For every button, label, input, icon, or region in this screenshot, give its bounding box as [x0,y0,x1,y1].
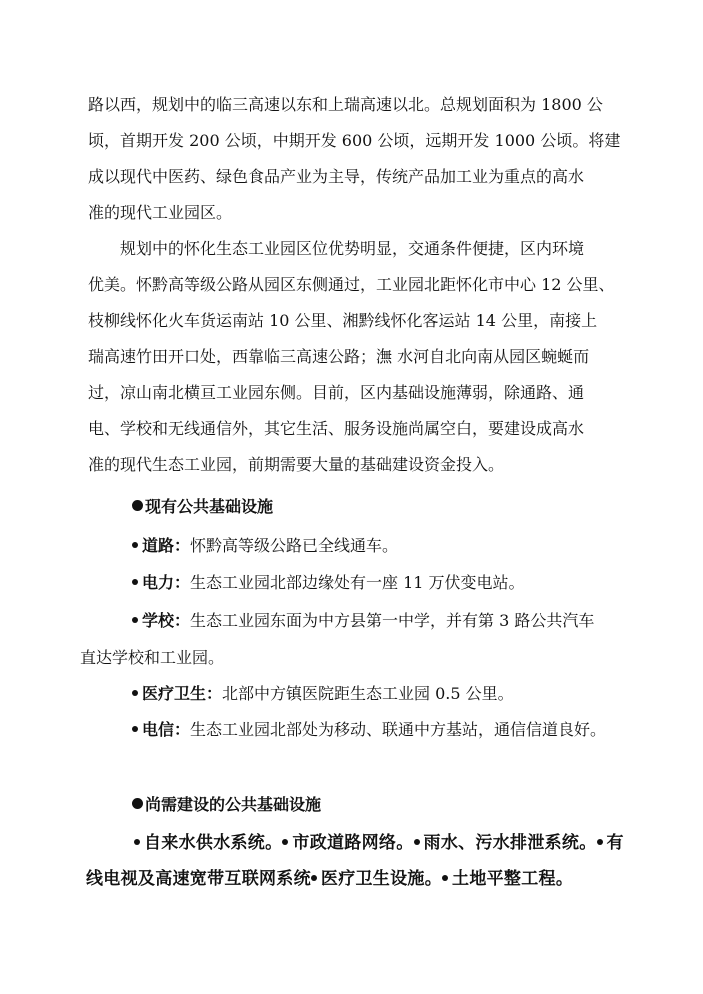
telecom-text: 生态工业园北部处为移动、联通中方基站，通信信道良好。 [190,720,607,739]
existing-medical [132,684,514,704]
para2-line3: 枝柳线怀化火车货运南站 10 公里、湘黔线怀化客运站 14 公里，南接上 [88,311,598,330]
existing-heading [132,497,273,517]
existing-heading-text: 现有公共基础设施 [145,497,274,516]
para1-line1: 路以西，规划中的临三高速以东和上瑞高速以北。总规划面积为 1800 公 [88,95,603,114]
existing-school [132,611,594,631]
para2-line2: 优美。怀黔高等级公路从园区东侧通过，工业园北距怀化市中心 12 公里、 [88,275,615,294]
bullet-icon [132,617,138,623]
bullet-icon [132,690,138,696]
school-label: 学校： [142,611,191,630]
needed-line1 [134,833,624,853]
para2-line1: 规划中的怀化生态工业园区位优势明显，交通条件便捷，区内环境 [120,239,585,258]
bullet-icon [311,875,317,881]
para2-line5: 过，凉山南北横亘工业园东侧。目前，区内基础设施薄弱，除通路、通 [88,383,585,402]
bullet-icon [597,839,603,845]
needed-item6: 土地平整工程。 [452,869,574,889]
power-label: 电力： [142,573,191,592]
needed-item3: 雨水、污水排泄系统。 [423,833,597,853]
bullet-icon [414,839,420,845]
school-text: 生态工业园东面为中方县第一中学，并有第 3 路公共汽车 [190,611,595,630]
para2-line6: 电、学校和无线通信外，其它生活、服务设施尚属空白，要建设成高水 [88,419,585,438]
needed-item2: 市政道路网络。 [292,833,414,853]
needed-item1: 自来水供水系统。 [144,833,283,853]
telecom-label: 电信： [142,720,191,739]
bullet-icon [134,839,140,845]
bullet-icon [132,726,138,732]
bullet-icon [132,542,138,548]
medical-text: 北部中方镇医院距生态工业园 0.5 公里。 [222,684,514,703]
para1-line3: 成以现代中医药、绿色食品产业为主导，传统产品加工业为重点的高水 [88,167,585,186]
road-text: 怀黔高等级公路已全线通车。 [190,536,399,555]
bullet-icon [132,579,138,585]
bullet-icon [442,875,448,881]
power-text: 生态工业园北部边缘处有一座 11 万伏变电站。 [190,573,525,592]
needed-item4-start: 有 [606,833,624,853]
existing-telecom [132,720,606,740]
road-label: 道路： [142,536,191,555]
para1-line2: 顷，首期开发 200 公顷，中期开发 600 公顷，远期开发 1000 公顷。将建 [88,131,621,150]
para2-line4: 瑞高速竹田开口处，西靠临三高速公路；潕 水河自北向南从园区蜿蜒而 [88,347,590,366]
existing-road [132,536,398,556]
para1-line4: 准的现代工业园区。 [88,203,233,222]
para2-line7: 准的现代生态工业园，前期需要大量的基础建设资金投入。 [88,455,505,474]
needed-line2 [86,869,573,889]
bullet-icon [132,500,143,511]
needed-heading [132,795,321,815]
existing-power [132,573,525,593]
medical-label: 医疗卫生： [142,684,223,703]
needed-item4-end: 线电视及高速宽带互联网系统 [86,869,311,889]
bullet-icon [282,839,288,845]
existing-school-cont: 直达学校和工业园。 [80,648,225,667]
needed-heading-text: 尚需建设的公共基础设施 [145,795,322,814]
bullet-icon [132,798,143,809]
needed-item5: 医疗卫生设施。 [320,869,443,889]
